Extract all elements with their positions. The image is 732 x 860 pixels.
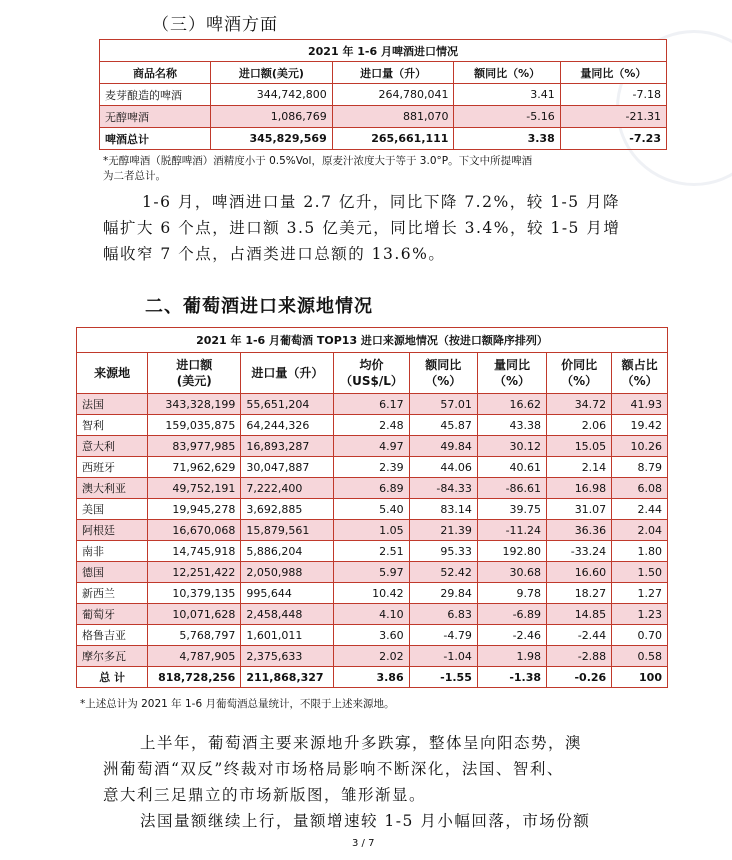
table-cell: 39.75 (477, 499, 546, 520)
table-cell: -1.55 (409, 667, 477, 688)
table-cell: 159,035,875 (148, 415, 241, 436)
table-cell: 1.05 (334, 520, 409, 541)
table-cell: 16.60 (547, 562, 612, 583)
table-cell: 8.79 (612, 457, 668, 478)
table-cell: 16.62 (477, 394, 546, 415)
table-row (77, 562, 668, 583)
beer-header-cell: 额同比（%） (454, 62, 560, 84)
table-cell: 总 计 (77, 667, 148, 688)
beer-header-cell: 进口量（升） (332, 62, 454, 84)
table-row (100, 106, 667, 128)
table-cell: -84.33 (409, 478, 477, 499)
table-cell: 16,893,287 (241, 436, 334, 457)
table-cell: 45.87 (409, 415, 477, 436)
table-cell: -2.44 (547, 625, 612, 646)
wine-header-cell (241, 353, 334, 394)
table-cell: 6.08 (612, 478, 668, 499)
table-cell: -2.88 (547, 646, 612, 667)
beer-paragraph-line1: 1-6 月，啤酒进口量 2.7 亿升，同比下降 7.2%，较 1-5 月降 (142, 193, 621, 211)
table-cell: 新西兰 (77, 583, 148, 604)
wine-header-line2: （%） (621, 374, 658, 388)
wine-header-line2: （%） (493, 374, 530, 388)
table-cell: 344,742,800 (211, 84, 333, 106)
table-cell: 智利 (77, 415, 148, 436)
table-cell: 3.60 (334, 625, 409, 646)
wine-header-line1: 进口量（升） (251, 366, 324, 380)
table-cell: 4,787,905 (148, 646, 241, 667)
table-row (77, 604, 668, 625)
table-cell: 100 (612, 667, 668, 688)
table-cell: 818,728,256 (148, 667, 241, 688)
table-cell: 83.14 (409, 499, 477, 520)
table-cell: 55,651,204 (241, 394, 334, 415)
table-cell: 0.58 (612, 646, 668, 667)
table-cell: 15,879,561 (241, 520, 334, 541)
wine-header-line1: 额占比 (621, 358, 658, 372)
table-cell: 30,047,887 (241, 457, 334, 478)
table-cell: 4.10 (334, 604, 409, 625)
wine-header-cell (77, 353, 148, 394)
table-cell: 44.06 (409, 457, 477, 478)
table-cell: 211,868,327 (241, 667, 334, 688)
table-cell: -4.79 (409, 625, 477, 646)
table-cell: 265,661,111 (332, 128, 454, 150)
table-cell: 10.26 (612, 436, 668, 457)
wine-header-cell (334, 353, 409, 394)
wine-paragraph1-line1: 上半年，葡萄酒主要来源地升多跌寡，整体呈向阳态势，澳 (140, 734, 583, 752)
wine-paragraph1-line2: 洲葡萄酒“双反”终裁对市场格局影响不断深化，法国、智利、 (103, 760, 564, 778)
table-cell: 30.12 (477, 436, 546, 457)
wine-header-line1: 来源地 (94, 366, 131, 380)
table-cell: 10.42 (334, 583, 409, 604)
table-cell: 1.50 (612, 562, 668, 583)
table-row (77, 499, 668, 520)
wine-header-line2: (美元) (176, 374, 212, 388)
wine-header-line1: 进口额 (176, 358, 213, 372)
table-row (77, 394, 668, 415)
table-cell: 摩尔多瓦 (77, 646, 148, 667)
table-cell: 3.41 (454, 84, 560, 106)
wine-import-table (76, 327, 668, 688)
table-cell: 3,692,885 (241, 499, 334, 520)
table-cell: 83,977,985 (148, 436, 241, 457)
table-cell: 7,222,400 (241, 478, 334, 499)
wine-header-line1: 均价 (359, 358, 384, 372)
table-cell: 1.23 (612, 604, 668, 625)
table-row (100, 128, 667, 150)
table-cell: -1.38 (477, 667, 546, 688)
table-cell: 格鲁吉亚 (77, 625, 148, 646)
table-cell: -6.89 (477, 604, 546, 625)
table-cell: -5.16 (454, 106, 560, 128)
table-cell: 南非 (77, 541, 148, 562)
beer-header-cell: 商品名称 (100, 62, 211, 84)
wine-header-line2: （US$/L） (340, 374, 403, 388)
table-cell: 西班牙 (77, 457, 148, 478)
table-row (77, 436, 668, 457)
beer-footnote-line2: 为二者总计。 (103, 170, 166, 182)
table-cell: 6.83 (409, 604, 477, 625)
table-cell: -86.61 (477, 478, 546, 499)
table-cell: 192.80 (477, 541, 546, 562)
table-cell: 41.93 (612, 394, 668, 415)
table-cell: -7.23 (560, 128, 666, 150)
table-cell: 345,829,569 (211, 128, 333, 150)
table-cell: 2,050,988 (241, 562, 334, 583)
table-cell: -2.46 (477, 625, 546, 646)
table-cell: 2.39 (334, 457, 409, 478)
beer-header-cell: 量同比（%） (560, 62, 666, 84)
table-cell: 2.04 (612, 520, 668, 541)
table-cell: 意大利 (77, 436, 148, 457)
table-cell: 10,071,628 (148, 604, 241, 625)
table-cell: 2.14 (547, 457, 612, 478)
wine-header-line2: （%） (561, 374, 598, 388)
table-cell: 31.07 (547, 499, 612, 520)
wine-header-cell (612, 353, 668, 394)
table-row (77, 583, 668, 604)
table-cell: 16.98 (547, 478, 612, 499)
table-cell: 5,886,204 (241, 541, 334, 562)
table-cell: 葡萄牙 (77, 604, 148, 625)
table-row (77, 667, 668, 688)
table-cell: -1.04 (409, 646, 477, 667)
table-cell: 无醇啤酒 (100, 106, 211, 128)
table-cell: 法国 (77, 394, 148, 415)
beer-table-caption: 2021 年 1-6 月啤酒进口情况 (100, 40, 667, 62)
table-cell: 43.38 (477, 415, 546, 436)
table-cell: 52.42 (409, 562, 477, 583)
table-cell: 64,244,326 (241, 415, 334, 436)
beer-section-heading: （三）啤酒方面 (152, 15, 278, 35)
table-cell: 6.89 (334, 478, 409, 499)
table-cell: 1.80 (612, 541, 668, 562)
table-cell: 19.42 (612, 415, 668, 436)
table-cell: 881,070 (332, 106, 454, 128)
table-cell: 0.70 (612, 625, 668, 646)
table-cell: 49.84 (409, 436, 477, 457)
wine-footnote: *上述总计为 2021 年 1-6 月葡萄酒总量统计，不限于上述来源地。 (80, 698, 395, 710)
page-number: 3 / 7 (352, 838, 375, 849)
beer-paragraph-line3: 幅收窄 7 个点，占酒类进口总额的 13.6%。 (103, 245, 446, 263)
wine-header-cell (409, 353, 477, 394)
wine-header-line2: （%） (425, 374, 462, 388)
table-cell: 995,644 (241, 583, 334, 604)
table-cell: 1,086,769 (211, 106, 333, 128)
wine-header-cell (148, 353, 241, 394)
table-cell: 2,375,633 (241, 646, 334, 667)
table-cell: 4.97 (334, 436, 409, 457)
table-cell: 30.68 (477, 562, 546, 583)
table-cell: -0.26 (547, 667, 612, 688)
table-cell: -21.31 (560, 106, 666, 128)
table-cell: 6.17 (334, 394, 409, 415)
table-cell: 德国 (77, 562, 148, 583)
table-cell: 15.05 (547, 436, 612, 457)
beer-import-table (99, 39, 667, 150)
wine-header-cell (477, 353, 546, 394)
table-cell: 57.01 (409, 394, 477, 415)
table-cell: 麦芽酿造的啤酒 (100, 84, 211, 106)
table-cell: 21.39 (409, 520, 477, 541)
table-row (77, 520, 668, 541)
table-cell: 264,780,041 (332, 84, 454, 106)
beer-header-cell: 进口额(美元) (211, 62, 333, 84)
table-cell: 19,945,278 (148, 499, 241, 520)
table-cell: 343,328,199 (148, 394, 241, 415)
table-cell: -11.24 (477, 520, 546, 541)
wine-header-line1: 量同比 (493, 358, 530, 372)
table-cell: 12,251,422 (148, 562, 241, 583)
table-cell: 2.02 (334, 646, 409, 667)
table-cell: 36.36 (547, 520, 612, 541)
wine-paragraph1-line3: 意大利三足鼎立的市场新版图，雏形渐显。 (103, 786, 427, 804)
table-cell: 2.44 (612, 499, 668, 520)
table-cell: 1.98 (477, 646, 546, 667)
table-cell: 啤酒总计 (100, 128, 211, 150)
wine-paragraph2-line1: 法国量额继续上行，量额增速较 1-5 月小幅回落，市场份额 (140, 812, 591, 830)
table-cell: 14.85 (547, 604, 612, 625)
table-cell: 阿根廷 (77, 520, 148, 541)
table-cell: 3.38 (454, 128, 560, 150)
table-cell: 18.27 (547, 583, 612, 604)
table-cell: 71,962,629 (148, 457, 241, 478)
table-cell: 1.27 (612, 583, 668, 604)
beer-paragraph-line2: 幅扩大 6 个点，进口额 3.5 亿美元，同比增长 3.4%，较 1-5 月增 (103, 219, 621, 237)
table-row (77, 541, 668, 562)
beer-footnote-line1: *无醇啤酒（脱醇啤酒）酒精度小于 0.5%Vol，原麦汁浓度大于等于 3.0°P。下文中所提啤酒 (103, 155, 533, 167)
table-cell: 1,601,011 (241, 625, 334, 646)
table-cell: 29.84 (409, 583, 477, 604)
table-row (77, 457, 668, 478)
table-cell: 2.48 (334, 415, 409, 436)
wine-header-cell (547, 353, 612, 394)
wine-table-caption: 2021 年 1-6 月葡萄酒 TOP13 进口来源地情况（按进口额降序排列） (77, 328, 668, 353)
wine-header-line1: 额同比 (425, 358, 462, 372)
wine-header-line1: 价同比 (561, 358, 598, 372)
table-cell: 34.72 (547, 394, 612, 415)
table-cell: 5,768,797 (148, 625, 241, 646)
table-row (77, 625, 668, 646)
table-cell: 10,379,135 (148, 583, 241, 604)
table-cell: -7.18 (560, 84, 666, 106)
table-cell: 3.86 (334, 667, 409, 688)
table-cell: 澳大利亚 (77, 478, 148, 499)
table-row (77, 478, 668, 499)
table-cell: 2,458,448 (241, 604, 334, 625)
table-cell: 9.78 (477, 583, 546, 604)
table-cell: 49,752,191 (148, 478, 241, 499)
wine-section-heading: 二、葡萄酒进口来源地情况 (145, 296, 373, 317)
table-cell: 5.40 (334, 499, 409, 520)
table-row (100, 84, 667, 106)
table-cell: 95.33 (409, 541, 477, 562)
table-row (77, 415, 668, 436)
table-cell: 40.61 (477, 457, 546, 478)
table-cell: 5.97 (334, 562, 409, 583)
table-cell: 14,745,918 (148, 541, 241, 562)
table-cell: -33.24 (547, 541, 612, 562)
table-row (77, 646, 668, 667)
table-cell: 2.51 (334, 541, 409, 562)
table-cell: 美国 (77, 499, 148, 520)
table-cell: 2.06 (547, 415, 612, 436)
table-cell: 16,670,068 (148, 520, 241, 541)
